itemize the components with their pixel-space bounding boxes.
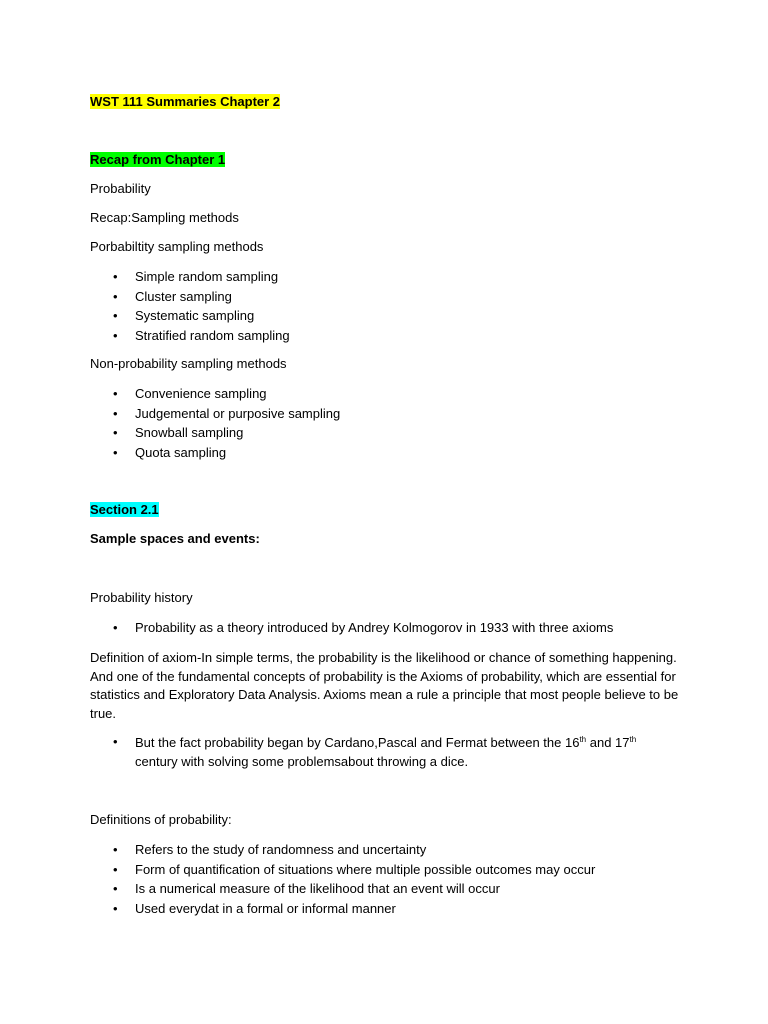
bullet-icon: • bbox=[113, 288, 118, 304]
bullet-icon: • bbox=[113, 269, 118, 284]
bullet-icon: • bbox=[113, 444, 118, 460]
prob-sampling-list bbox=[90, 267, 290, 345]
bullet-icon: • bbox=[113, 425, 118, 440]
document-title bbox=[90, 93, 280, 111]
history-heading: Probability history bbox=[90, 590, 193, 605]
axiom-paragraph: Definition of axiom-In simple terms, the probability is the likelihood or chance of something happening. And one of the fundamental concepts of probability is the Axioms of probability, which are essential for statistics and Exploratory Data Analysis. Axioms mean a rule a principle that most people believe to be true. bbox=[90, 650, 679, 721]
bullet-icon: • bbox=[113, 327, 118, 343]
definitions-heading: Definitions of probability: bbox=[90, 812, 232, 827]
bullet-icon: • bbox=[113, 386, 118, 401]
fact-bullet bbox=[90, 734, 680, 771]
bullet-icon: • bbox=[113, 881, 118, 896]
list-item: • Cluster sampling bbox=[90, 287, 290, 307]
list-item: • Used everydat in a formal or informal manner bbox=[90, 899, 595, 919]
title-highlight: WST 111 Summaries Chapter 2 bbox=[90, 94, 281, 109]
list-item: • Refers to the study of randomness and uncertainty bbox=[90, 840, 595, 860]
recap-line-sampling: Recap:Sampling methods bbox=[90, 210, 239, 225]
list-item: • Stratified random sampling bbox=[90, 326, 290, 346]
bullet-icon: • bbox=[113, 861, 118, 877]
bullet-icon: • bbox=[113, 900, 118, 916]
bullet-icon: • bbox=[113, 842, 118, 857]
list-item: • Simple random sampling bbox=[90, 267, 290, 287]
list-item: • Probability as a theory introduced by Andrey Kolmogorov in 1933 with three axioms bbox=[90, 618, 613, 638]
fact-text: But the fact probability began by Cardano,Pascal and Fermat between the 16th and 17th century with solving some problemsabout throwing a dice. bbox=[135, 735, 637, 769]
list-item: • Snowball sampling bbox=[90, 423, 340, 443]
list-item: • Quota sampling bbox=[90, 443, 340, 463]
history-list bbox=[90, 618, 613, 638]
recap-heading bbox=[90, 151, 225, 169]
nonprob-sampling-heading: Non-probability sampling methods bbox=[90, 356, 287, 371]
section-subheading: Sample spaces and events: bbox=[90, 531, 260, 546]
bullet-icon: • bbox=[113, 734, 118, 749]
list-item: • Form of quantification of situations where multiple possible outcomes may occur bbox=[90, 860, 595, 880]
bullet-icon: • bbox=[113, 405, 118, 421]
recap-highlight: Recap from Chapter 1 bbox=[90, 152, 226, 167]
list-item: • Judgemental or purposive sampling bbox=[90, 404, 340, 424]
section-heading bbox=[90, 501, 159, 519]
bullet-icon: • bbox=[113, 308, 118, 323]
list-item: • Systematic sampling bbox=[90, 306, 290, 326]
bullet-icon: • bbox=[113, 620, 118, 635]
definitions-list bbox=[90, 840, 595, 918]
list-item: • Convenience sampling bbox=[90, 384, 340, 404]
nonprob-sampling-list bbox=[90, 384, 340, 462]
list-item: • Is a numerical measure of the likelihood that an event will occur bbox=[90, 879, 595, 899]
section-highlight: Section 2.1 bbox=[90, 502, 159, 517]
recap-line-probability: Probability bbox=[90, 181, 151, 196]
prob-sampling-heading: Porbabiltity sampling methods bbox=[90, 239, 264, 254]
